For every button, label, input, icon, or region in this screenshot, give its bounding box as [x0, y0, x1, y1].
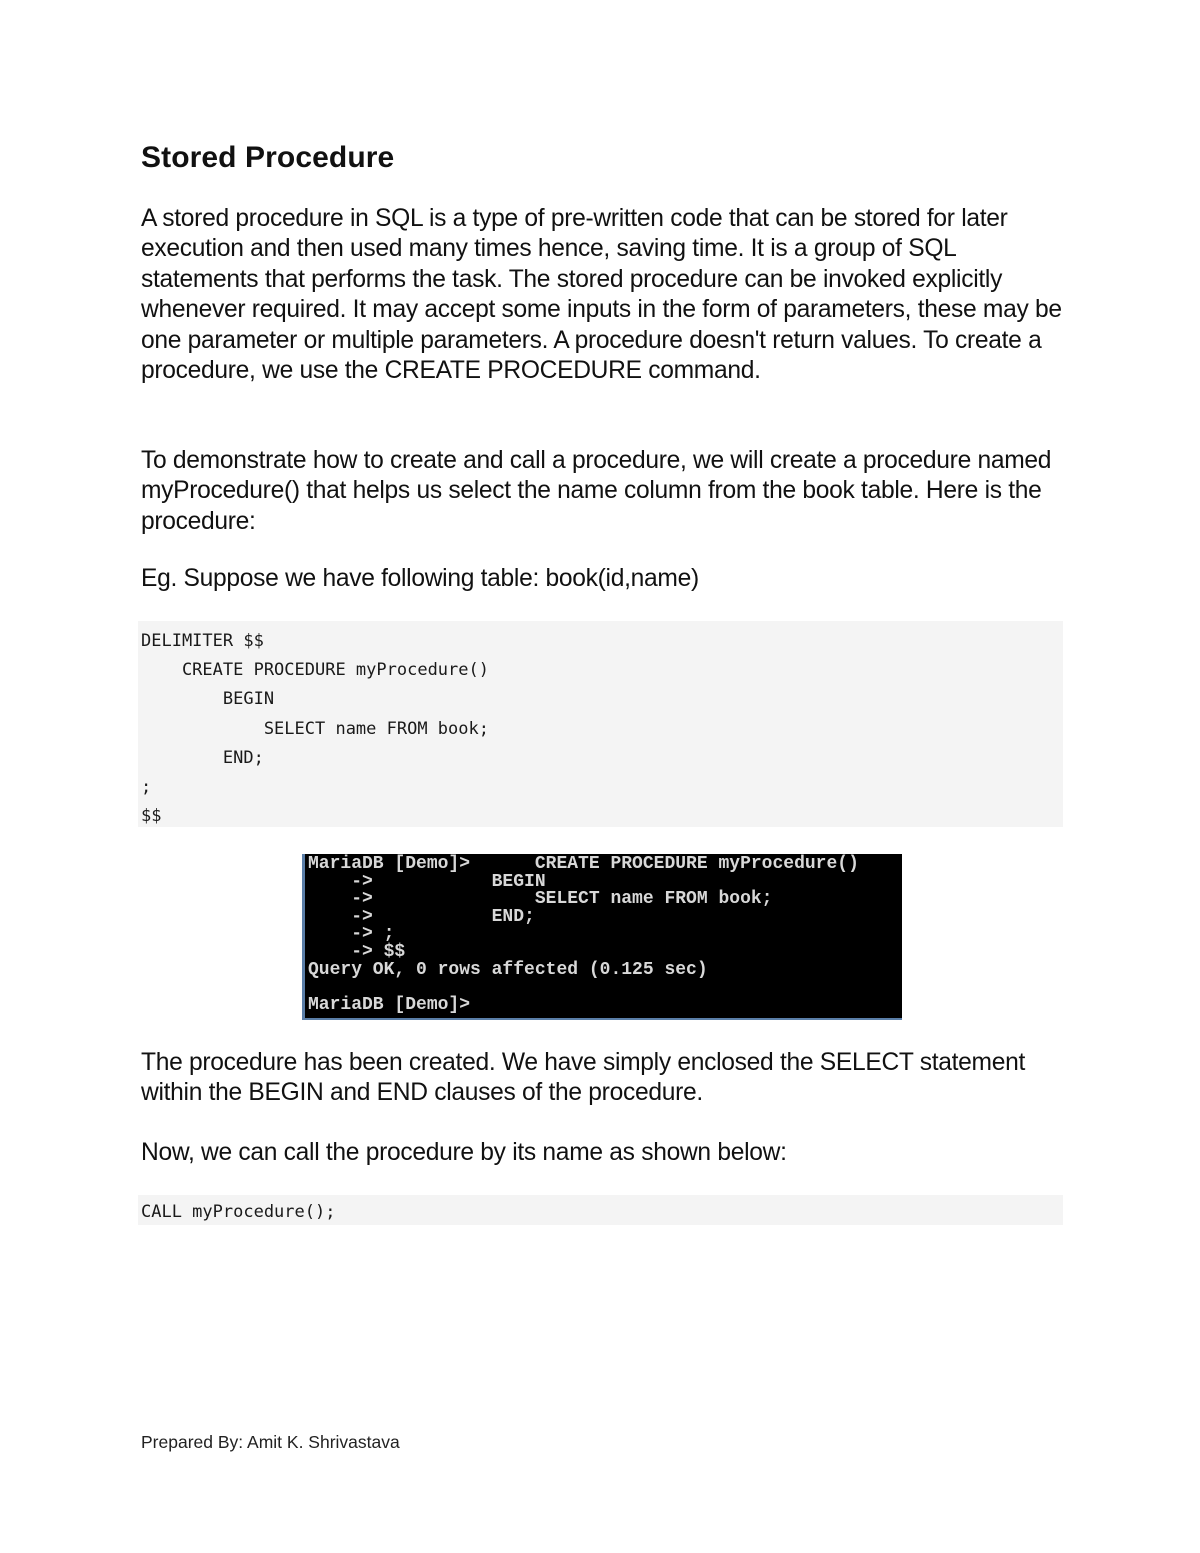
code-line: SELECT name FROM book; [141, 718, 489, 739]
terminal-line: -> SELECT name FROM book; [308, 889, 773, 910]
code-line: CREATE PROCEDURE myProcedure() [141, 660, 489, 681]
code-line: $$ [141, 806, 162, 827]
terminal-line: -> ; [308, 924, 395, 945]
terminal-line: -> END; [308, 906, 535, 927]
create-procedure-code-block [138, 621, 1063, 827]
terminal-line: -> BEGIN [308, 871, 546, 892]
intro-paragraph: A stored procedure in SQL is a type of pre-written code that can be stored for later execution and then used many times hence, saving time. It is a group of SQL statements that performs the task. The stored procedure can be invoked explicitly whenever required. It may accept some inputs in the form of parameters, these may be one parameter or multiple parameters. A procedure doesn't return values. To create a procedure, we use the CREATE PROCEDURE command. [141, 205, 1062, 385]
call-procedure-code-block [138, 1195, 1063, 1225]
code-line: ; [141, 776, 152, 797]
footer-author: Prepared By: Amit K. Shrivastava [141, 1432, 400, 1452]
terminal-line: -> $$ [308, 941, 406, 962]
call-intro-paragraph: Now, we can call the procedure by its name as shown below: [141, 1139, 787, 1166]
code-line: END; [141, 747, 264, 768]
terminal-line: Query OK, 0 rows affected (0.125 sec) [308, 959, 708, 980]
created-paragraph: The procedure has been created. We have simply enclosed the SELECT statement within the BEGIN and END clauses of the procedure. [141, 1049, 1026, 1107]
example-paragraph: Eg. Suppose we have following table: book(id,name) [141, 565, 699, 592]
page-title: Stored Procedure [141, 141, 395, 174]
demo-paragraph: To demonstrate how to create and call a procedure, we will create a procedure named myProcedure() that helps us select the name column from the book table. Here is the procedure: [141, 447, 1052, 535]
code-line: BEGIN [141, 689, 275, 710]
code-line: DELIMITER $$ [141, 631, 264, 651]
terminal-line: MariaDB [Demo]> CREATE PROCEDURE myProcedure() [308, 854, 859, 874]
terminal-screenshot [302, 854, 902, 1020]
terminal-line: MariaDB [Demo]> [308, 995, 471, 1016]
code-line: CALL myProcedure(); [141, 1202, 336, 1222]
